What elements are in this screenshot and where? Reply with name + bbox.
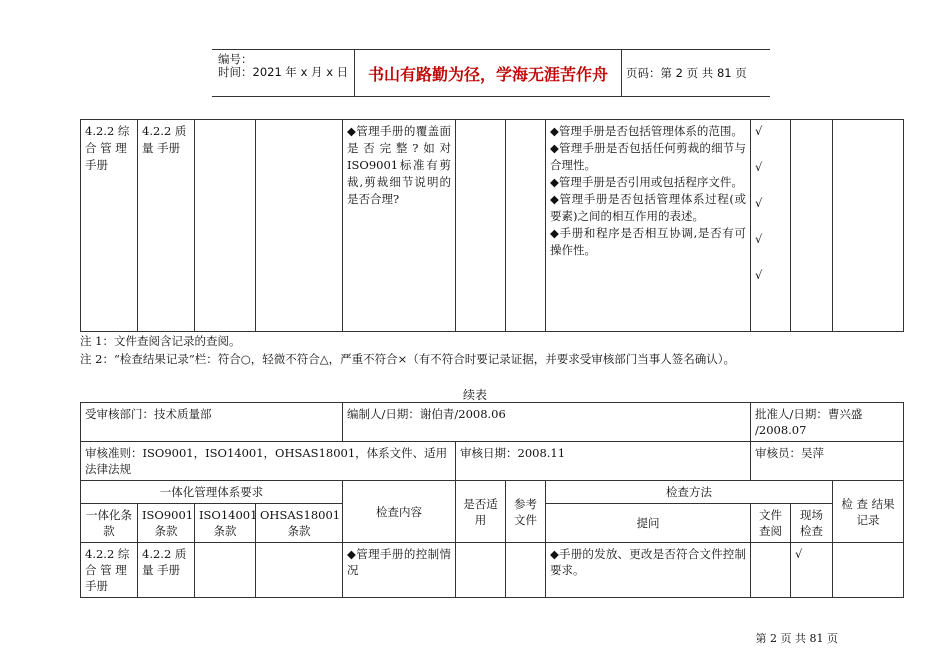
- editor-date: 编制人/日期：谢伯青/2008.06: [343, 403, 751, 442]
- result-header: 检 查 结果记录: [833, 481, 904, 543]
- result-cell: [833, 120, 904, 332]
- serial-label: 编号：: [218, 52, 253, 66]
- reference-cell: [506, 120, 546, 332]
- note-2: 注 2：“检查结果记录”栏：符合○，轻微不符合△，严重不符合×（有不符合时要记录证据，并要求受审核部门当事人签名确认）。: [80, 352, 735, 366]
- requirements-header: 一体化管理体系要求: [81, 481, 343, 504]
- audit-criteria: 审核准则：ISO9001，ISO14001，OHSAS18001，体系文件、适用法律法规: [81, 442, 456, 481]
- applicable-cell: [456, 120, 506, 332]
- approver-date: 批准人/日期：曹兴盛 /2008.07: [751, 403, 904, 442]
- iso14001-clause-header: ISO14001 条款: [195, 504, 256, 543]
- header-info: [212, 50, 354, 96]
- ohsas-clause-header: OHSAS18001 条款: [256, 504, 343, 543]
- iso9001-clause-header: ISO9001 条款: [138, 504, 195, 543]
- check-content-cell: ◆管理手册的控制情况: [343, 543, 456, 598]
- checklist-table-2: [80, 402, 904, 598]
- site-check-header: 现场检查: [791, 504, 833, 543]
- check-mark: √: [755, 232, 763, 246]
- question-item: ◆管理手册是否包括任何剪裁的细节与合理性。: [550, 141, 746, 172]
- audit-date: 审核日期：2008.11: [456, 442, 751, 481]
- checklist-table-1: [80, 119, 904, 332]
- ohsas-clause-cell: [256, 120, 343, 332]
- result-cell: [833, 543, 904, 598]
- doc-review-cell: [751, 120, 791, 332]
- auditor: 审核员：吴萍: [751, 442, 904, 481]
- motto: 书山有路勤为径，学海无涯苦作舟: [354, 50, 622, 96]
- iso9001-clause-cell: 4.2.2 质量 手册: [138, 120, 195, 332]
- method-header: 检查方法: [546, 481, 833, 504]
- check-mark: √: [755, 196, 763, 210]
- iso9001-clause-cell: 4.2.2 质量 手册: [138, 543, 195, 598]
- audited-dept: 受审核部门：技术质量部: [81, 403, 343, 442]
- check-content-cell: ◆管理手册的覆盖面是否完整?如对ISO9001标准有剪裁,剪裁细节说明的是否合理?: [343, 120, 456, 332]
- doc-review-cell: [751, 543, 791, 598]
- continued-title: 续表: [462, 388, 487, 402]
- content-header: 检查内容: [343, 481, 456, 543]
- header-page-label: 页码：第 2 页 共 81 页: [626, 66, 747, 80]
- check-mark: √: [755, 268, 763, 282]
- time-label: 时间：2021 年 x 月 x 日: [218, 65, 349, 79]
- doc-review-header: 文件查阅: [751, 504, 791, 543]
- note-1: 注 1：文件查阅含记录的查阅。: [80, 334, 241, 348]
- page-header: [212, 49, 770, 97]
- integrated-clause-cell: 4.2.2 综 合 管 理手册: [81, 543, 138, 598]
- integrated-clause-header: 一体化条款: [81, 504, 138, 543]
- reference-cell: [506, 543, 546, 598]
- question-item: ◆管理手册是否引用或包括程序文件。: [550, 175, 743, 189]
- site-check-cell: [791, 120, 833, 332]
- question-cell: ◆手册的发放、更改是否符合文件控制要求。: [546, 543, 751, 598]
- iso14001-clause-cell: [195, 543, 256, 598]
- ohsas-clause-cell: [256, 543, 343, 598]
- applicable-cell: [456, 543, 506, 598]
- question-item: ◆手册和程序是否相互协调,是否有可操作性。: [550, 226, 746, 257]
- questions-cell: [546, 120, 751, 332]
- question-item: ◆管理手册是否包括管理体系的范围。: [550, 124, 743, 138]
- applicable-header: 是否适用: [456, 481, 506, 543]
- iso14001-clause-cell: [195, 120, 256, 332]
- question-header: 提问: [546, 504, 751, 543]
- site-check-cell: √: [791, 543, 833, 598]
- page-footer: 第 2 页 共 81 页: [755, 632, 838, 645]
- reference-header: 参考文件: [506, 481, 546, 543]
- check-mark: √: [755, 124, 763, 138]
- question-item: ◆管理手册是否包括管理体系过程(或要素)之间的相互作用的表述。: [550, 192, 746, 223]
- integrated-clause-cell: 4.2.2 综 合 管 理手册: [81, 120, 138, 332]
- check-mark: √: [755, 160, 763, 174]
